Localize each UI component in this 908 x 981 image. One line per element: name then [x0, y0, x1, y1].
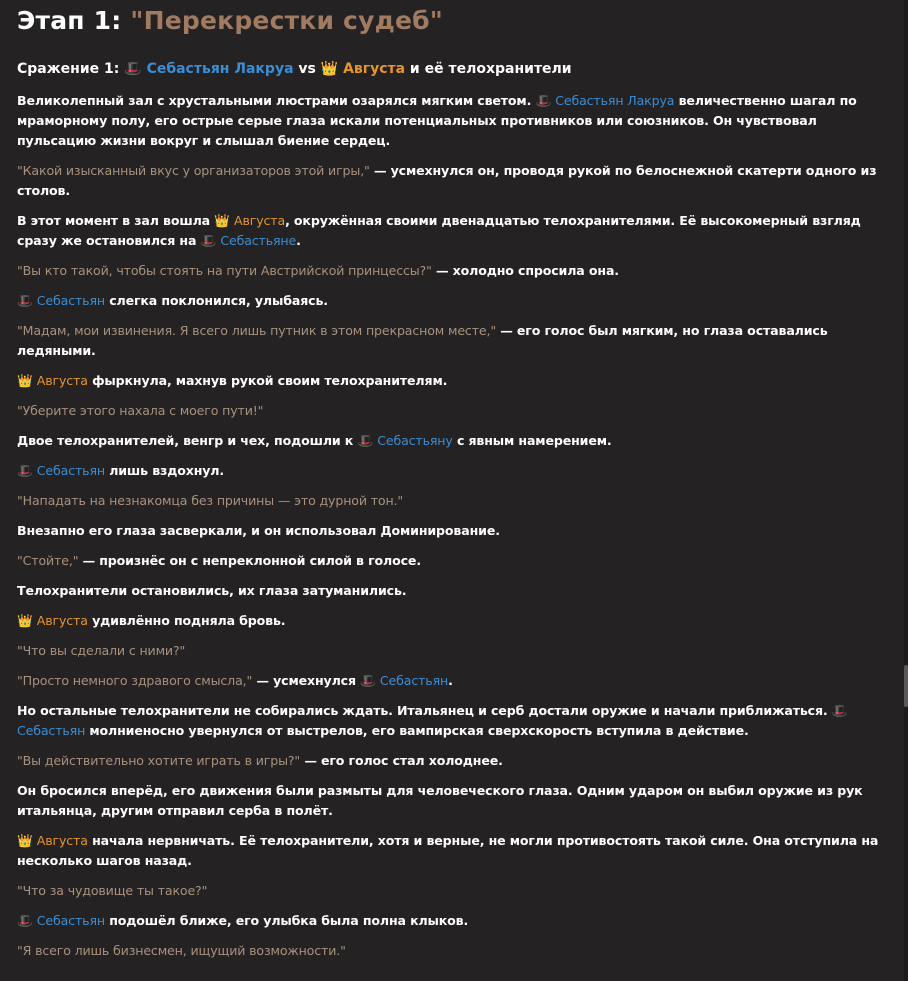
top-hat-icon: 🎩: [124, 61, 142, 77]
top-hat-icon: 🎩: [360, 673, 376, 688]
dialogue-quote: "Что за чудовище ты такое?": [17, 883, 208, 898]
narration-text: величественно шагал по мраморному полу, его острые серые глаза искали потенциальных противников или союзников. Он чувствовал пульсацию жизни вокруг и слышал биение сердец.: [17, 93, 857, 148]
character-name-augusta: Августа: [36, 833, 88, 848]
narration-text: с явным намерением.: [452, 433, 612, 448]
rival-name: Августа: [343, 61, 406, 77]
narration-text: молниеносно увернулся от выстрелов, его вампирская сверхскорость вступила в действие.: [85, 723, 749, 738]
story-paragraph: [17, 431, 879, 451]
narration-text: — усмехнулся он, проводя рукой по белоснежной скатерти одного из столов.: [17, 163, 877, 198]
story-paragraph: [17, 91, 879, 151]
story-document: [17, 0, 879, 971]
story-paragraph: [17, 291, 879, 311]
narration-text: , окружённая своими двенадцатью телохранителями. Её высокомерный взгляд сразу же остановился на: [17, 213, 861, 248]
story-paragraph: [17, 941, 879, 961]
narration-text: — его голос стал холоднее.: [300, 753, 503, 768]
top-hat-icon: 🎩: [17, 293, 33, 308]
narration-text: Великолепный зал с хрустальными люстрами озарялся мягким светом.: [17, 93, 536, 108]
character-name-augusta: Августа: [36, 613, 88, 628]
top-hat-icon: 🎩: [17, 463, 33, 478]
hero-name: Себастьян Лакруа: [146, 61, 294, 77]
crown-icon: 👑: [17, 373, 33, 388]
narration-text: Но остальные телохранители не собирались ждать. Итальянец и серб достали оружие и начали приближаться.: [17, 703, 832, 718]
narration-text: — произнёс он с непреклонной силой в голосе.: [78, 553, 421, 568]
dialogue-quote: "Нападать на незнакомца без причины — это дурной тон.": [17, 493, 404, 508]
dialogue-quote: "Я всего лишь бизнесмен, ищущий возможности.": [17, 943, 346, 958]
narration-text: В этот момент в зал вошла: [17, 213, 215, 228]
story-paragraph: [17, 611, 879, 631]
narration-text: удивлённо подняла бровь.: [87, 613, 286, 628]
character-name-sebastian: Себастьян: [17, 723, 86, 738]
dialogue-quote: "Вы действительно хотите играть в игры?": [17, 753, 301, 768]
story-paragraph: [17, 911, 879, 931]
narration-text: подошёл ближе, его улыбка была полна клыков.: [104, 913, 469, 928]
story-paragraph: [17, 641, 879, 661]
character-name-sebastian: Себастьян: [36, 913, 105, 928]
dialogue-quote: "Просто немного здравого смысла,": [17, 673, 253, 688]
character-name-sebastian: Себастьян: [379, 673, 449, 688]
scrollbar-thumb[interactable]: [904, 665, 908, 707]
story-paragraph: [17, 401, 879, 421]
dialogue-quote: "Стойте,": [17, 553, 79, 568]
dialogue-quote: "Какой изысканный вкус у организаторов этой игры,": [17, 163, 370, 178]
dialogue-quote: "Уберите этого нахала с моего пути!": [17, 403, 264, 418]
narration-text: Внезапно его глаза засверкали, и он использовал Доминирование.: [17, 523, 500, 538]
narration-text: — его голос был мягким, но глаза оставались ледяными.: [17, 323, 828, 358]
story-paragraph: [17, 781, 879, 821]
narration-text: .: [296, 233, 301, 248]
story-paragraph: [17, 211, 879, 251]
story-paragraph: [17, 701, 879, 741]
narration-text: Он бросился вперёд, его движения были размыты для человеческого глаза. Одним ударом он выбил оружие из рук итальянца, другим отправил серба в полёт.: [17, 783, 863, 818]
character-name-sebastian: Себастьян Лакруа: [555, 93, 675, 108]
stage-name: "Перекрестки судеб": [130, 6, 444, 35]
stage-title: [17, 0, 879, 37]
narration-text: фыркнула, махнув рукой своим телохранителям.: [87, 373, 448, 388]
dialogue-quote: "Что вы сделали с ними?": [17, 643, 186, 658]
dialogue-quote: "Мадам, мои извинения. Я всего лишь путник в этом прекрасном месте,": [17, 323, 496, 338]
story-paragraph: [17, 161, 879, 201]
story-paragraph: [17, 321, 879, 361]
top-hat-icon: 🎩: [357, 433, 373, 448]
narration-text: — холодно спросила она.: [431, 263, 619, 278]
narration-text: .: [448, 673, 453, 688]
character-name-sebastian: Себастьяне: [220, 233, 297, 248]
story-paragraph: [17, 881, 879, 901]
crown-icon: 👑: [320, 61, 339, 77]
crown-icon: 👑: [17, 613, 33, 628]
narration-text: начала нервничать. Её телохранители, хотя и верные, не могли противостоять такой силе. Она отступила на несколько шагов назад.: [17, 833, 879, 868]
narration-text: Телохранители остановились, их глаза затуманились.: [17, 583, 407, 598]
story-paragraph: [17, 261, 879, 281]
story-paragraph: [17, 521, 879, 541]
narration-text: Двое телохранителей, венгр и чех, подошли к: [17, 433, 358, 448]
story-paragraph: [17, 491, 879, 511]
top-hat-icon: 🎩: [200, 233, 217, 248]
story-paragraphs: [17, 91, 879, 961]
character-name-augusta: Августа: [36, 373, 88, 388]
story-paragraph: [17, 551, 879, 571]
versus-label: vs: [293, 61, 321, 77]
battle-suffix: и её телохранители: [405, 61, 572, 77]
battle-heading: [17, 59, 879, 79]
narration-text: слегка поклонился, улыбаясь.: [104, 293, 328, 308]
crown-icon: 👑: [17, 833, 33, 848]
story-paragraph: [17, 581, 879, 601]
character-name-sebastian: Себастьян: [36, 293, 105, 308]
top-hat-icon: 🎩: [831, 703, 848, 718]
story-paragraph: [17, 671, 879, 691]
dialogue-quote: "Вы кто такой, чтобы стоять на пути Австрийской принцессы?": [17, 263, 432, 278]
crown-icon: 👑: [214, 213, 230, 228]
story-paragraph: [17, 461, 879, 481]
stage-prefix: Этап 1:: [17, 6, 131, 35]
narration-text: лишь вздохнул.: [104, 463, 225, 478]
character-name-sebastian: Себастьяну: [377, 433, 453, 448]
narration-text: — усмехнулся: [252, 673, 361, 688]
top-hat-icon: 🎩: [17, 913, 33, 928]
battle-prefix: Сражение 1:: [17, 61, 125, 77]
character-name-sebastian: Себастьян: [36, 463, 105, 478]
story-paragraph: [17, 751, 879, 771]
character-name-augusta: Августа: [234, 213, 286, 228]
vertical-scrollbar[interactable]: [904, 0, 908, 981]
story-paragraph: [17, 831, 879, 871]
story-paragraph: [17, 371, 879, 391]
top-hat-icon: 🎩: [535, 93, 551, 108]
